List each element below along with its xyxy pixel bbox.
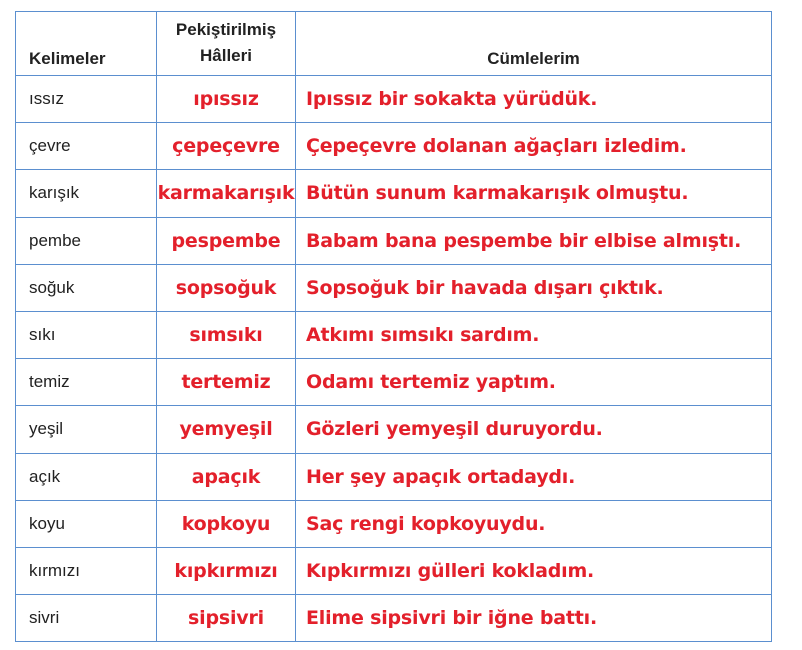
base-word: çevre: [16, 123, 157, 170]
intensified-form: yemyeşil: [157, 406, 296, 453]
header-sentences: Cümlelerim: [296, 12, 772, 76]
intensified-words-table: [15, 11, 772, 642]
sentence: Elime sipsivri bir iğne battı.: [296, 595, 772, 642]
base-word: sivri: [16, 595, 157, 642]
table-row: [16, 217, 772, 264]
intensified-form: ıpıssız: [157, 76, 296, 123]
table-row: [16, 453, 772, 500]
intensified-form: sipsivri: [157, 595, 296, 642]
sentence: Odamı tertemiz yaptım.: [296, 359, 772, 406]
sentence: Kıpkırmızı gülleri kokladım.: [296, 547, 772, 594]
sentence: Gözleri yemyeşil duruyordu.: [296, 406, 772, 453]
table-row: [16, 264, 772, 311]
sentence: Çepeçevre dolanan ağaçları izledim.: [296, 123, 772, 170]
table-row: [16, 311, 772, 358]
sentence: Babam bana pespembe bir elbise almıştı.: [296, 217, 772, 264]
table-row: [16, 170, 772, 217]
intensified-form: sopsoğuk: [157, 264, 296, 311]
sentence: Bütün sunum karmakarışık olmuştu.: [296, 170, 772, 217]
table-row: [16, 123, 772, 170]
header-words: Kelimeler: [16, 12, 157, 76]
base-word: yeşil: [16, 406, 157, 453]
intensified-form: sımsıkı: [157, 311, 296, 358]
table-row: [16, 595, 772, 642]
base-word: sıkı: [16, 311, 157, 358]
header-row: [16, 12, 772, 76]
header-intensified-line1: Pekiştirilmiş: [175, 20, 277, 39]
base-word: pembe: [16, 217, 157, 264]
intensified-form: kıpkırmızı: [157, 547, 296, 594]
intensified-form: tertemiz: [157, 359, 296, 406]
sentence: Ipıssız bir sokakta yürüdük.: [296, 76, 772, 123]
sentence: Saç rengi kopkoyuydu.: [296, 500, 772, 547]
intensified-form: kopkoyu: [157, 500, 296, 547]
table-row: [16, 359, 772, 406]
table-row: [16, 547, 772, 594]
intensified-form: çepeçevre: [157, 123, 296, 170]
base-word: koyu: [16, 500, 157, 547]
base-word: soğuk: [16, 264, 157, 311]
intensified-form: karmakarışık: [157, 170, 296, 217]
header-intensified-line2: Hâlleri: [200, 46, 252, 65]
base-word: açık: [16, 453, 157, 500]
header-intensified: [157, 12, 296, 76]
sentence: Her şey apaçık ortadaydı.: [296, 453, 772, 500]
base-word: ıssız: [16, 76, 157, 123]
base-word: karışık: [16, 170, 157, 217]
base-word: temiz: [16, 359, 157, 406]
intensified-form: apaçık: [157, 453, 296, 500]
base-word: kırmızı: [16, 547, 157, 594]
table-row: [16, 406, 772, 453]
sentence: Sopsoğuk bir havada dışarı çıktık.: [296, 264, 772, 311]
sentence: Atkımı sımsıkı sardım.: [296, 311, 772, 358]
table-row: [16, 76, 772, 123]
intensified-form: pespembe: [157, 217, 296, 264]
table-row: [16, 500, 772, 547]
